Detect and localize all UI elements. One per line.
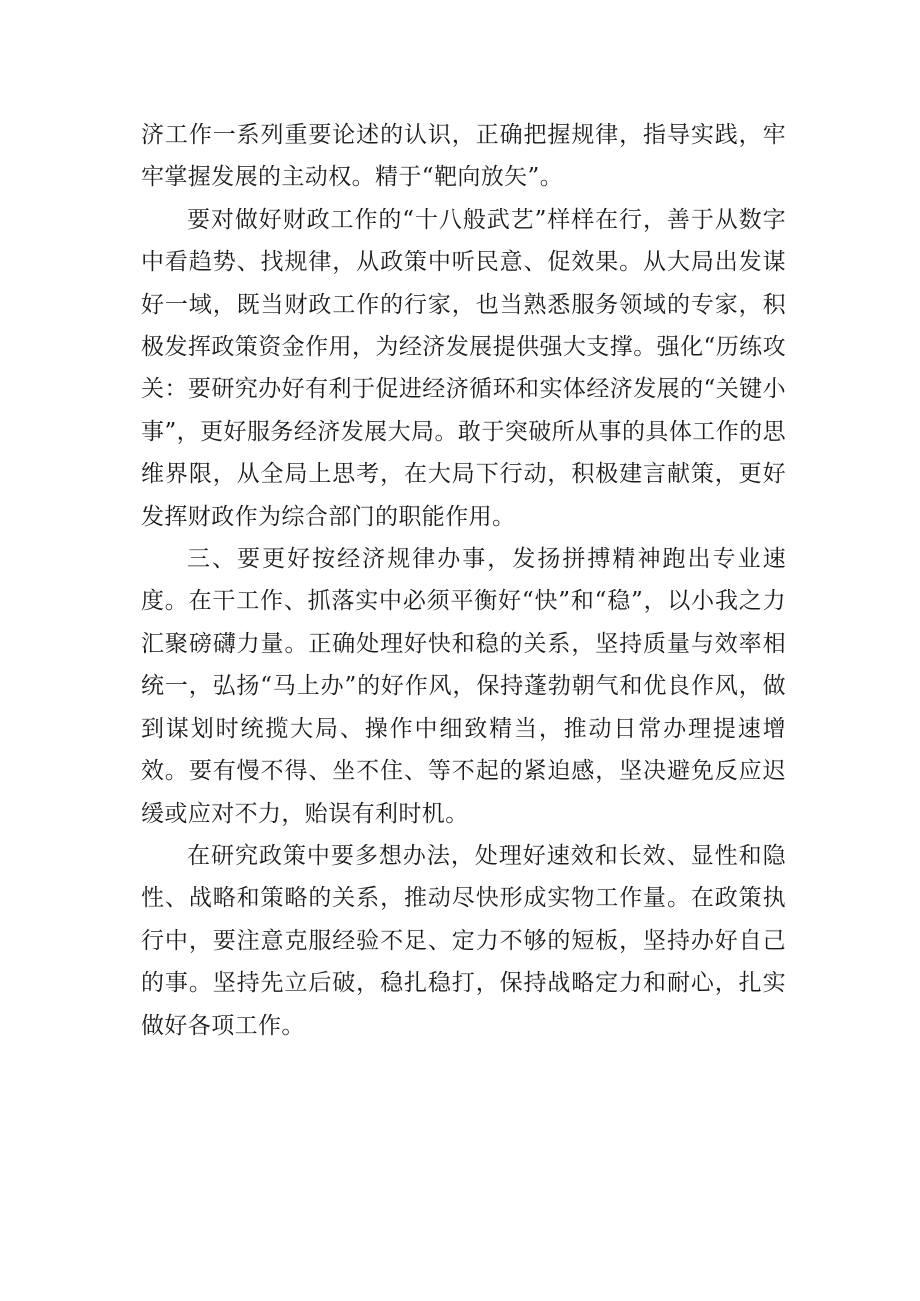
paragraph-2: 要对做好财政工作的“十八般武艺”样样在行，善于从数字中看趋势、找规律，从政策中听民意、促效果。从大局出发谋好一域，既当财政工作的行家，也当熟悉服务领域的专家，积极发挥政策资金作用，为经济发展提供强大支撑。强化“历练攻关：要研究办好有利于促进经济循环和实体经济发展的“关键小事”，更好服务经济发展大局。敢于突破所从事的具体工作的思维界限，从全局上思考，在大局下行动，积极建言献策，更好发挥财政作为综合部门的职能作用。 [141,206,786,530]
paragraph-4: 在研究政策中要多想办法，处理好速效和长效、显性和隐性、战略和策略的关系，推动尽快形成实物工作量。在政策执行中，要注意克服经验不足、定力不够的短板，坚持办好自己的事。坚持先立后破，稳扎稳打，保持战略定力和耐心，扎实做好各项工作。 [141,842,786,1039]
paragraph-1: 济工作一系列重要论述的认识，正确把握规律，指导实践，牢牢掌握发展的主动权。精于“靶向放矢”。 [141,122,786,191]
document-body [141,114,786,1047]
paragraph-3: 三、要更好按经济规律办事，发扬拼搏精神跑出专业速度。在干工作、抓落实中必须平衡好“快”和“稳”，以小我之力汇聚磅礴力量。正确处理好快和稳的关系，坚持质量与效率相统一，弘扬“马上办”的好作风，保持蓬勃朝气和优良作风，做到谋划时统揽大局、操作中细致精当，推动日常办理提速增效。要有慢不得、坐不住、等不起的紧迫感，坚决避免反应迟缓或应对不力，贻误有利时机。 [141,546,786,827]
